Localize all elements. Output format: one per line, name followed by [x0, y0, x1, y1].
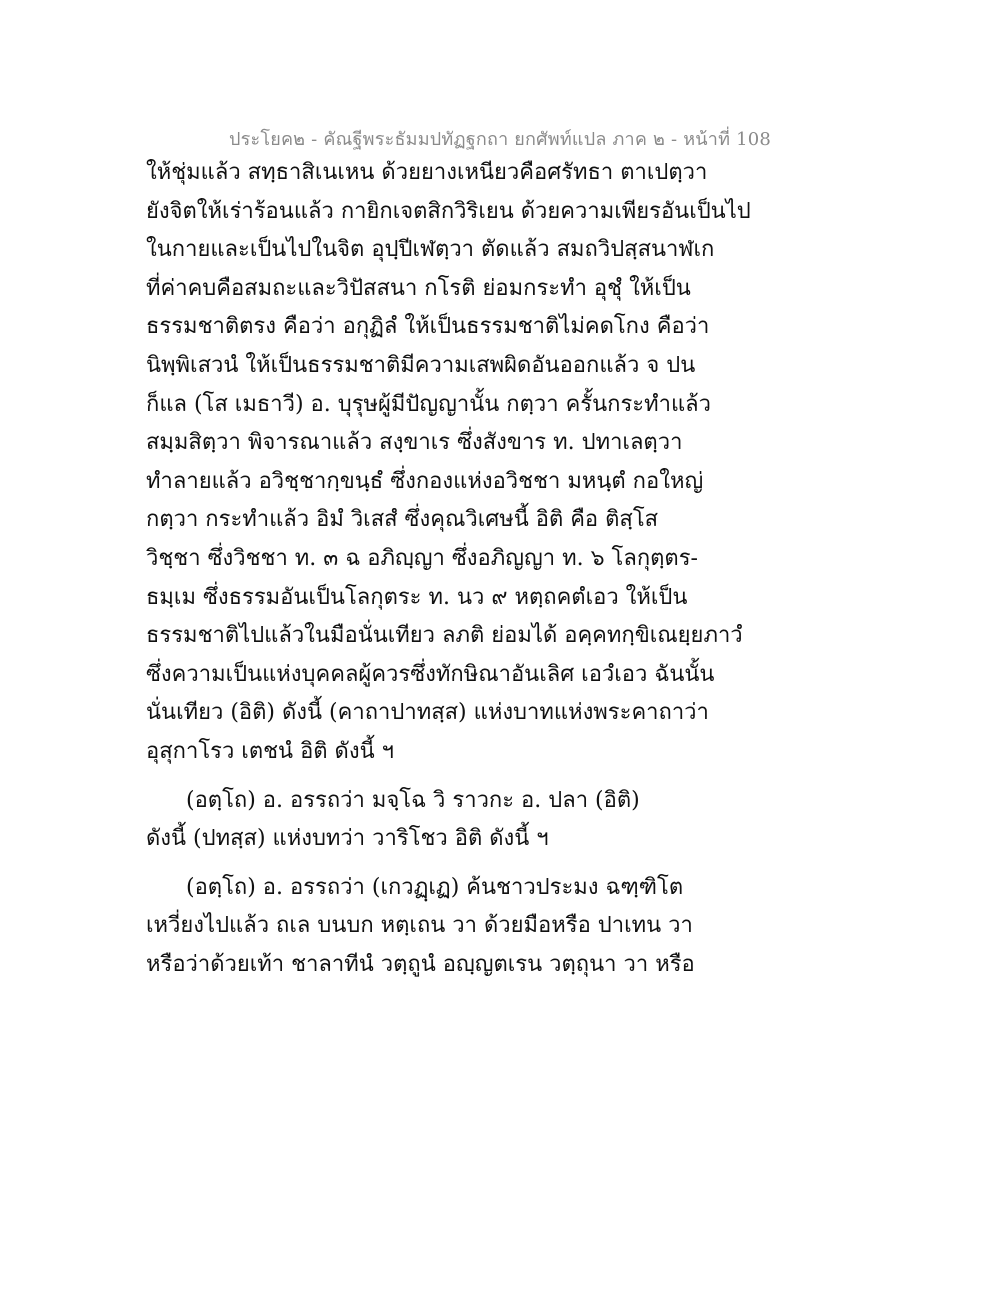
- text-line: สมฺมสิตฺวา พิจารณาแล้ว สงฺขาเร ซึ่งสังขาร ท. ปทาเลตฺวา: [146, 430, 683, 456]
- text-line: ให้ชุ่มแล้ว สทฺธาสิเนเหน ด้วยยางเหนียวคือศรัทธา ตาเปตฺวา: [146, 160, 708, 185]
- paragraph-1: [146, 154, 751, 772]
- text-line: ธมฺเม ซึ่งธรรมอันเป็นโลกุตระ ท. นว ๙ หตฺถคตํเอว ให้เป็น: [146, 584, 688, 610]
- text-line: นั่นเทียว (อิติ) ดังนี้ (คาถาปาทสฺส) แห่งบาทแห่งพระคาถาว่า: [146, 700, 709, 726]
- paragraph-3: [146, 869, 706, 985]
- text-line: ที่ค่าคบคือสมถะและวิปัสสนา กโรติ ย่อมกระทำ อุชุํ ให้เป็น: [146, 275, 691, 301]
- text-line: ก็แล (โส เมธาวี) อ. บุรุษผู้มีปัญญานั้น กตฺวา ครั้นกระทำแล้ว: [146, 391, 711, 417]
- text-line: ดังนี้ (ปทสฺส) แห่งบทว่า วาริโชว อิติ ดังนี้ ฯ: [146, 826, 549, 852]
- text-line: อุสุกาโรว เตชนํ อิติ ดังนี้ ฯ: [146, 738, 394, 764]
- text-line: ธรรมชาติตรง คือว่า อกุฏิลํ ให้เป็นธรรมชาติไม่คดโกง คือว่า: [146, 314, 710, 340]
- text-line: ยังจิตให้เร่าร้อนแล้ว กายิกเจตสิกวิริเยน ด้วยความเพียรอันเป็นไป: [146, 198, 751, 224]
- text-line: กตฺวา กระทำแล้ว อิมํ วิเสสํ ซึ่งคุณวิเศษนี้ อิติ คือ ติสฺโส: [146, 507, 659, 533]
- text-line: ธรรมชาติไปแล้วในมือนั่นเทียว ลภติ ย่อมได้ อคฺคทกฺขิเณยฺยภาวํ: [146, 623, 743, 649]
- text-line: หรือว่าด้วยเท้า ชาลาทีนํ วตฺถูนํ อญฺญตเรน วตฺถุนา วา หรือ: [146, 951, 695, 977]
- body-text: [146, 154, 751, 984]
- text-line: (อตฺโถ) อ. อรรถว่า มจฺโฉ วิ ราวกะ อ. ปลา (อิติ): [186, 787, 640, 813]
- text-line: นิพฺพิเสวนํ ให้เป็นธรรมชาติมีความเสพผิดอันออกแล้ว จ ปน: [146, 352, 696, 378]
- text-line: (อตฺโถ) อ. อรรถว่า (เกวฏฺเฏ) ค้นชาวประมง ฉฑฺฑิโต: [186, 874, 684, 900]
- page-header: ประโยค๒ - คัณฐีพระธัมมปทัฏฐกถา ยกศัพท์แปล ภาค ๒ - หน้าที่ 108: [228, 129, 772, 150]
- text-line: เหวี่ยงไปแล้ว ถเล บนบก หตฺเถน วา ด้วยมือหรือ ปาเทน วา: [146, 913, 693, 939]
- paragraph-gap: [146, 859, 706, 869]
- text-line: วิชฺชา ซึ่งวิชชา ท. ๓ ฉ อภิญฺญา ซึ่งอภิญญา ท. ๖ โลกุตฺตร-: [146, 545, 698, 571]
- text-line: ซึ่งความเป็นแห่งบุคคลผู้ควรซึ่งทักษิณาอันเลิศ เอวํเอว ฉันนั้น: [146, 661, 715, 687]
- paragraph-2: [146, 782, 706, 859]
- text-line: ทำลายแล้ว อวิชฺชากฺขนฺธํ ซึ่งกองแห่งอวิชชา มหนฺตํ กอใหญ่: [146, 468, 704, 494]
- paragraph-gap: [146, 772, 706, 782]
- text-line: ในกายและเป็นไปในจิต อุปฺปีเฬตฺวา ตัดแล้ว สมถวิปสฺสนาฬเก: [146, 237, 715, 263]
